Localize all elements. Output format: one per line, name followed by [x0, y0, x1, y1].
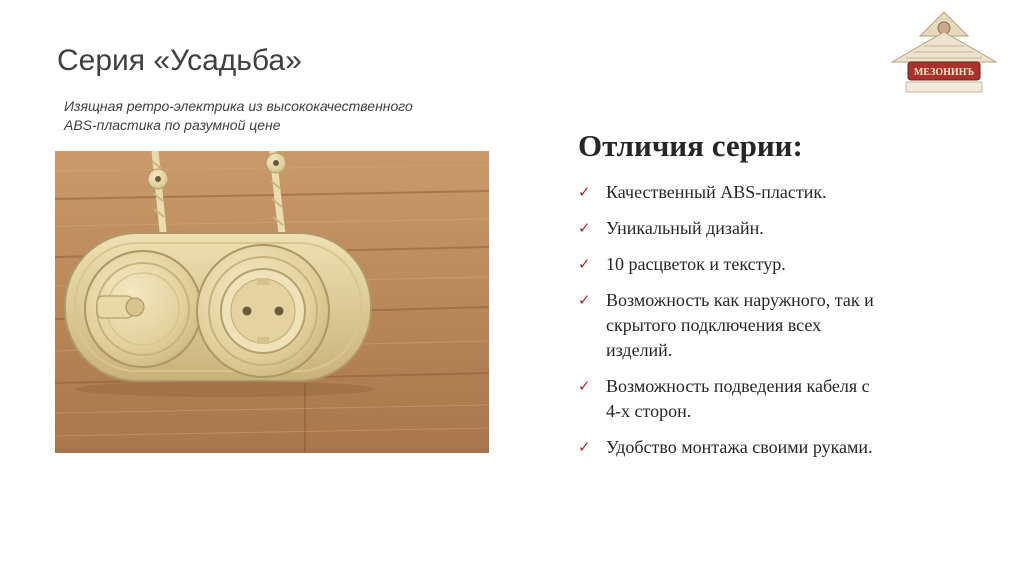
check-icon: ✓ [578, 183, 591, 201]
mezonin-logo-icon [886, 10, 1002, 96]
feature-text: 4-х сторон. [606, 401, 692, 421]
check-icon: ✓ [578, 219, 591, 237]
feature-text: Уникальный дизайн. [606, 218, 764, 238]
features-heading: Отличия серии: [578, 128, 803, 163]
feature-text: Возможность как наружного, так и [606, 290, 874, 310]
check-icon: ✓ [578, 291, 591, 309]
subtitle-line: Изящная ретро-электрика из высококачественного [64, 98, 413, 114]
list-item [578, 252, 978, 277]
feature-text: Возможность подведения кабеля с [606, 376, 870, 396]
list-item [578, 216, 978, 241]
check-icon: ✓ [578, 377, 591, 395]
subtitle [64, 97, 484, 135]
feature-text: изделий. [606, 340, 673, 360]
logo-text: МЕЗОНИНЪ [913, 67, 975, 78]
check-icon: ✓ [578, 438, 591, 456]
list-item [578, 374, 978, 424]
list-item [578, 435, 978, 460]
subtitle-line: ABS-пластика по разумной цене [64, 117, 281, 133]
page-title: Серия «Усадьба» [57, 44, 302, 77]
feature-text: Качественный ABS-пластик. [606, 182, 827, 202]
feature-text: скрытого подключения всех [606, 315, 822, 335]
retro-socket-illustration [55, 151, 489, 453]
check-icon: ✓ [578, 255, 591, 273]
feature-text: 10 расцветок и текстур. [606, 254, 786, 274]
feature-text: Удобство монтажа своими руками. [606, 437, 873, 457]
product-photo [55, 151, 489, 453]
list-item [578, 180, 978, 205]
company-logo [886, 10, 1002, 96]
list-item [578, 288, 978, 363]
features-list [578, 180, 978, 471]
